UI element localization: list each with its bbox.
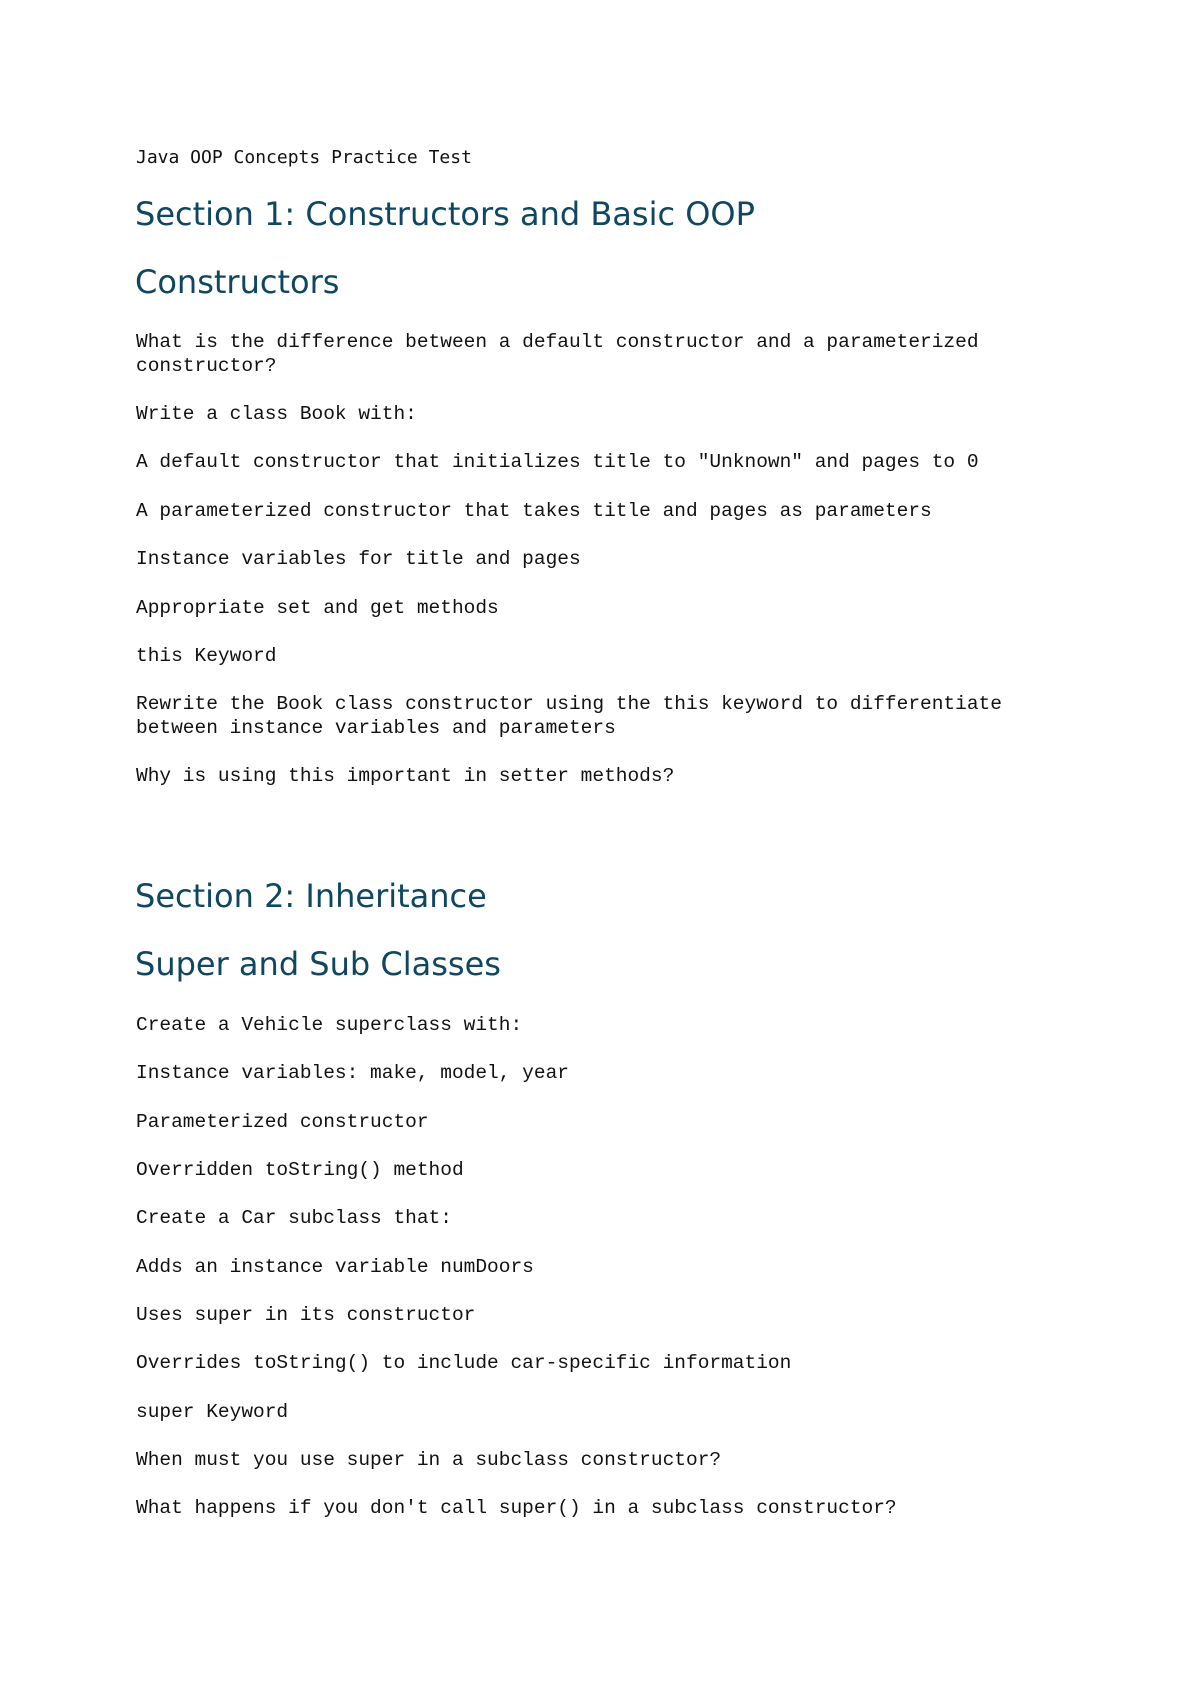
paragraph: Why is using this important in setter methods?: [136, 765, 675, 787]
paragraph: Parameterized constructor: [136, 1111, 429, 1133]
paragraph: Appropriate set and get methods: [136, 597, 499, 619]
paragraph: Write a class Book with:: [136, 403, 417, 425]
section1-heading: Section 1: Constructors and Basic OOP: [135, 195, 755, 233]
paragraph: Instance variables: make, model, year: [136, 1062, 569, 1084]
paragraph: Overrides toString() to include car-specific information: [136, 1352, 792, 1374]
paragraph: Rewrite the Book class constructor using the this keyword to differentiate between instance variables and parameters: [136, 693, 1014, 739]
paragraph: Overridden toString() method: [136, 1159, 464, 1181]
document-title: Java OOP Concepts Practice Test: [136, 147, 472, 168]
section2-heading: Section 2: Inheritance: [135, 877, 487, 915]
paragraph: A parameterized constructor that takes title and pages as parameters: [136, 500, 932, 522]
paragraph: What is the difference between a default constructor and a parameterized constructor?: [136, 331, 991, 377]
paragraph: this Keyword: [136, 645, 277, 667]
section2-subheading: Super and Sub Classes: [135, 945, 501, 983]
paragraph: Create a Vehicle superclass with:: [136, 1014, 523, 1036]
paragraph: A default constructor that initializes title to "Unknown" and pages to 0: [136, 451, 979, 473]
paragraph: Instance variables for title and pages: [136, 548, 581, 570]
paragraph: What happens if you don't call super() in a subclass constructor?: [136, 1497, 897, 1519]
paragraph: Uses super in its constructor: [136, 1304, 476, 1326]
paragraph: super Keyword: [136, 1401, 289, 1423]
paragraph: Adds an instance variable numDoors: [136, 1256, 534, 1278]
paragraph: When must you use super in a subclass constructor?: [136, 1449, 722, 1471]
paragraph: Create a Car subclass that:: [136, 1207, 452, 1229]
section1-subheading: Constructors: [135, 263, 340, 301]
